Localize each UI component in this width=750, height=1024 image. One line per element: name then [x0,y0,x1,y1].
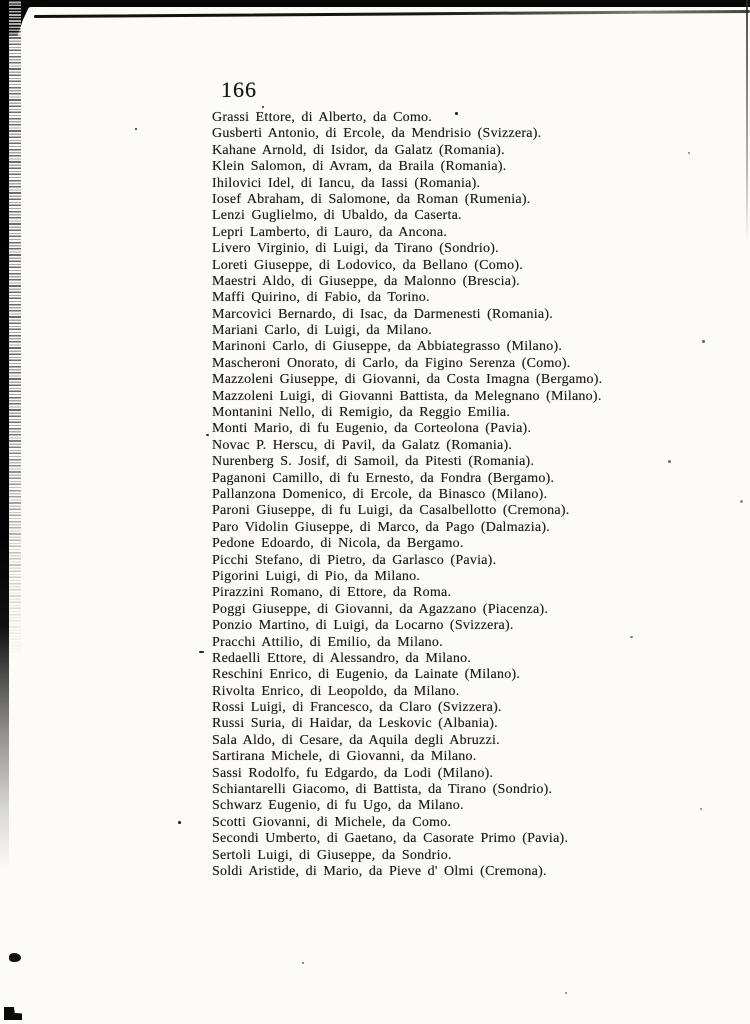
list-entry: Gusberti Antonio, di Ercole, da Mendrisio (Svizzera). [212,126,542,142]
scan-speck [199,651,204,653]
list-entry: Schiantarelli Giacomo, di Battista, da Tirano (Sondrio). [212,782,553,798]
list-entry: Scotti Giovanni, di Michele, da Como. [212,814,452,830]
list-entry: Mazzoleni Luigi, di Giovanni Battista, da Melegnano (Milano). [212,388,602,404]
list-entry: Sartirana Michele, di Giovanni, da Milano. [212,749,477,765]
list-entry: Ponzio Martino, di Luigi, da Locarno (Svizzera). [212,618,514,634]
scan-top-edge [0,0,750,7]
list-entry: Montanini Nello, di Remigio, da Reggio Emilia. [212,405,511,421]
list-entry: Ihilovici Idel, di Iancu, da Iassi (Romania). [212,175,481,191]
list-entry: Lepri Lamberto, di Lauro, da Ancona. [212,224,448,240]
list-entry: Pracchi Attilio, di Emilio, da Milano. [212,634,443,650]
list-entry: Iosef Abraham, di Salomone, da Roman (Rumenia). [212,191,531,207]
list-entry: Loreti Giuseppe, di Lodovico, da Bellano (Como). [212,257,524,273]
list-entry: Marinoni Carlo, di Giuseppe, da Abbiategrasso (Milano). [212,339,563,355]
scan-speck [206,434,209,436]
list-entry: Sassi Rodolfo, fu Edgardo, da Lodi (Milano). [212,765,494,781]
scan-speck [668,460,671,463]
list-entry: Mascheroni Onorato, di Carlo, da Figino Serenza (Como). [212,355,571,371]
list-entry: Klein Salomon, di Avram, da Braila (Romania). [212,159,507,175]
list-entry: Schwarz Eugenio, di fu Ugo, da Milano. [212,798,464,814]
list-entry: Rivolta Enrico, di Leopoldo, da Milano. [212,683,460,699]
list-entry: Paganoni Camillo, di fu Ernesto, da Fondra (Bergamo). [212,470,555,486]
scan-speck [262,106,264,108]
scan-right-edge [746,0,749,245]
list-entry: Paro Vidolin Giuseppe, di Marco, da Pago (Dalmazia). [212,519,551,535]
scan-binding-texture [9,0,21,660]
list-entry: Paroni Giuseppe, di fu Luigi, da Casalbellotto (Cremona). [212,503,570,519]
scan-speck [740,500,743,503]
list-entry: Livero Virginio, di Luigi, da Tirano (Sondrio). [212,241,499,257]
scan-speck [302,962,304,964]
list-entry: Mariani Carlo, di Luigi, da Milano. [212,323,433,339]
list-entry: Pedone Edoardo, di Nicola, da Bergamo. [212,536,464,552]
list-entry: Pigorini Luigi, di Pio, da Milano. [212,568,421,584]
list-entry: Picchi Stefano, di Pietro, da Garlasco (Pavia). [212,552,497,568]
list-entry: Sertoli Luigi, di Giuseppe, da Sondrio. [212,847,452,863]
list-entry: Reschini Enrico, di Eugenio, da Lainate (Milano). [212,667,521,683]
page-number: 166 [221,77,257,102]
list-entry: Mazzoleni Giuseppe, di Giovanni, da Costa Imagna (Bergamo). [212,372,603,388]
list-entry: Russi Suria, di Haidar, da Leskovic (Albania). [212,716,498,732]
scan-speck [178,821,181,824]
list-entry: Secondi Umberto, di Gaetano, da Casorate Primo (Pavia). [212,831,569,847]
list-entry: Novac P. Herscu, di Pavil, da Galatz (Romania). [212,437,513,453]
list-entry: Redaelli Ettore, di Alessandro, da Milano. [212,650,472,666]
list-entry: Rossi Luigi, di Francesco, da Claro (Svizzera). [212,700,502,716]
scan-speck [700,808,702,810]
list-entry: Nurenberg S. Josif, di Samoil, da Pitesti (Romania). [212,454,535,470]
scan-page-top-crease [34,10,750,17]
scan-speck [565,992,567,994]
list-entry: Pirazzini Romano, di Ettore, da Roma. [212,585,452,601]
list-entry: Poggi Giuseppe, di Giovanni, da Agazzano (Piacenza). [212,601,549,617]
scan-ink-blot [4,1007,22,1020]
scan-speck [135,128,137,130]
list-entry: Pallanzona Domenico, di Ercole, da Binasco (Milano). [212,486,548,502]
list-entry: Kahane Arnold, di Isidor, da Galatz (Romania). [212,142,505,158]
scan-left-edge [0,0,9,870]
scan-ink-blot [9,953,21,962]
name-list [212,110,642,880]
scan-speck [702,340,705,343]
list-entry: Lenzi Guglielmo, di Ubaldo, da Caserta. [212,208,462,224]
list-entry: Sala Aldo, di Cesare, da Aquila degli Abruzzi. [212,732,500,748]
list-entry: Maestri Aldo, di Giuseppe, da Malonno (Brescia). [212,273,520,289]
list-entry: Maffi Quirino, di Fabio, da Torino. [212,290,430,306]
list-entry: Grassi Ettore, di Alberto, da Como. [212,110,433,125]
list-entry: Marcovici Bernardo, di Isac, da Darmenesti (Romania). [212,306,554,322]
list-entry: Soldi Aristide, di Mario, da Pieve d' Olmi (Cremona). [212,863,547,879]
list-entry: Monti Mario, di fu Eugenio, da Corteolona (Pavia). [212,421,532,437]
scan-speck [688,152,690,154]
